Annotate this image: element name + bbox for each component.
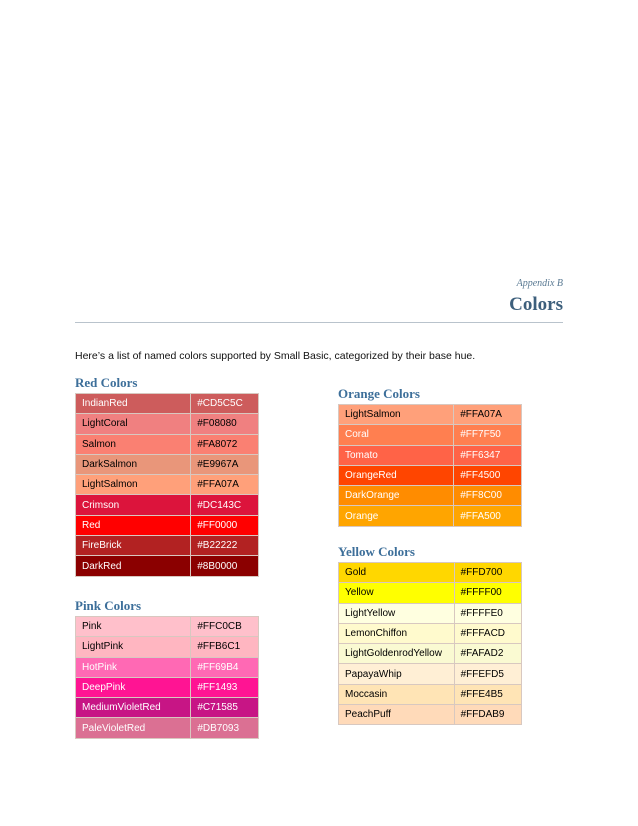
color-row (76, 414, 259, 434)
yellow-colors-table (338, 562, 522, 725)
color-row (76, 556, 259, 576)
color-name: Coral (339, 425, 454, 445)
color-hex: #FF6347 (454, 445, 522, 465)
color-row (76, 434, 259, 454)
yellow-colors-heading: Yellow Colors (338, 544, 415, 559)
color-hex: #FF0000 (191, 515, 259, 535)
color-row (339, 563, 522, 583)
color-row (339, 664, 522, 684)
color-row (339, 705, 522, 725)
color-name: FireBrick (76, 536, 191, 556)
color-name: LightGoldenrodYellow (339, 644, 455, 664)
color-row (339, 405, 522, 425)
color-name: IndianRed (76, 394, 191, 414)
color-row (339, 465, 522, 485)
color-name: DarkRed (76, 556, 191, 576)
color-row (76, 617, 259, 637)
color-hex: #FFFFE0 (454, 603, 521, 623)
title-divider (75, 322, 563, 323)
color-name: OrangeRed (339, 465, 454, 485)
color-hex: #B22222 (191, 536, 259, 556)
color-row (76, 495, 259, 515)
color-row (76, 718, 259, 738)
color-hex: #FF1493 (191, 677, 259, 697)
color-name: Pink (76, 617, 191, 637)
color-row (339, 603, 522, 623)
color-row (76, 657, 259, 677)
pink-colors-heading: Pink Colors (75, 598, 142, 613)
color-hex: #FF4500 (454, 465, 522, 485)
color-hex: #FFFACD (454, 623, 521, 643)
color-row (76, 454, 259, 474)
color-row (76, 536, 259, 556)
color-hex: #C71585 (191, 698, 259, 718)
color-hex: #FFFF00 (454, 583, 521, 603)
color-name: DarkSalmon (76, 454, 191, 474)
orange-colors-heading: Orange Colors (338, 386, 420, 401)
color-hex: #FFD700 (454, 563, 521, 583)
color-name: Orange (339, 506, 454, 526)
color-row (76, 637, 259, 657)
color-hex: #FFEFD5 (454, 664, 521, 684)
color-name: LightSalmon (76, 475, 191, 495)
color-name: DarkOrange (339, 486, 454, 506)
color-hex: #FFDAB9 (454, 705, 521, 725)
color-name: HotPink (76, 657, 191, 677)
color-name: PaleVioletRed (76, 718, 191, 738)
color-hex: #8B0000 (191, 556, 259, 576)
color-name: LightPink (76, 637, 191, 657)
red-colors-table (75, 393, 259, 577)
color-row (339, 425, 522, 445)
color-name: Gold (339, 563, 455, 583)
color-hex: #CD5C5C (191, 394, 259, 414)
color-name: LemonChiffon (339, 623, 455, 643)
color-row (339, 684, 522, 704)
color-name: Moccasin (339, 684, 455, 704)
color-name: PapayaWhip (339, 664, 455, 684)
color-row (339, 506, 522, 526)
color-hex: #FFA07A (454, 405, 522, 425)
color-row (339, 583, 522, 603)
color-row (76, 677, 259, 697)
color-name: LightYellow (339, 603, 455, 623)
color-hex: #FFA500 (454, 506, 522, 526)
color-hex: #FFC0CB (191, 617, 259, 637)
color-row (339, 623, 522, 643)
color-row (339, 486, 522, 506)
color-hex: #FA8072 (191, 434, 259, 454)
color-hex: #FF69B4 (191, 657, 259, 677)
red-colors-heading: Red Colors (75, 375, 138, 390)
color-row (339, 644, 522, 664)
orange-colors-table (338, 404, 522, 527)
color-row (76, 475, 259, 495)
color-name: DeepPink (76, 677, 191, 697)
color-row (339, 445, 522, 465)
color-hex: #DB7093 (191, 718, 259, 738)
color-row (76, 394, 259, 414)
color-name: Tomato (339, 445, 454, 465)
color-name: MediumVioletRed (76, 698, 191, 718)
page-title: Colors (509, 294, 563, 315)
color-name: LightSalmon (339, 405, 454, 425)
color-hex: #FAFAD2 (454, 644, 521, 664)
color-name: Salmon (76, 434, 191, 454)
pink-colors-table (75, 616, 259, 739)
appendix-label: Appendix B (516, 278, 563, 289)
color-name: Red (76, 515, 191, 535)
color-name: Yellow (339, 583, 455, 603)
color-row (76, 515, 259, 535)
color-name: LightCoral (76, 414, 191, 434)
intro-paragraph: Here’s a list of named colors supported by Small Basic, categorized by their base hue. (75, 350, 476, 362)
color-hex: #FFE4B5 (454, 684, 521, 704)
color-hex: #FFB6C1 (191, 637, 259, 657)
color-name: PeachPuff (339, 705, 455, 725)
color-hex: #E9967A (191, 454, 259, 474)
color-row (76, 698, 259, 718)
color-hex: #FF7F50 (454, 425, 522, 445)
color-name: Crimson (76, 495, 191, 515)
color-hex: #F08080 (191, 414, 259, 434)
color-hex: #FF8C00 (454, 486, 522, 506)
color-hex: #DC143C (191, 495, 259, 515)
color-hex: #FFA07A (191, 475, 259, 495)
